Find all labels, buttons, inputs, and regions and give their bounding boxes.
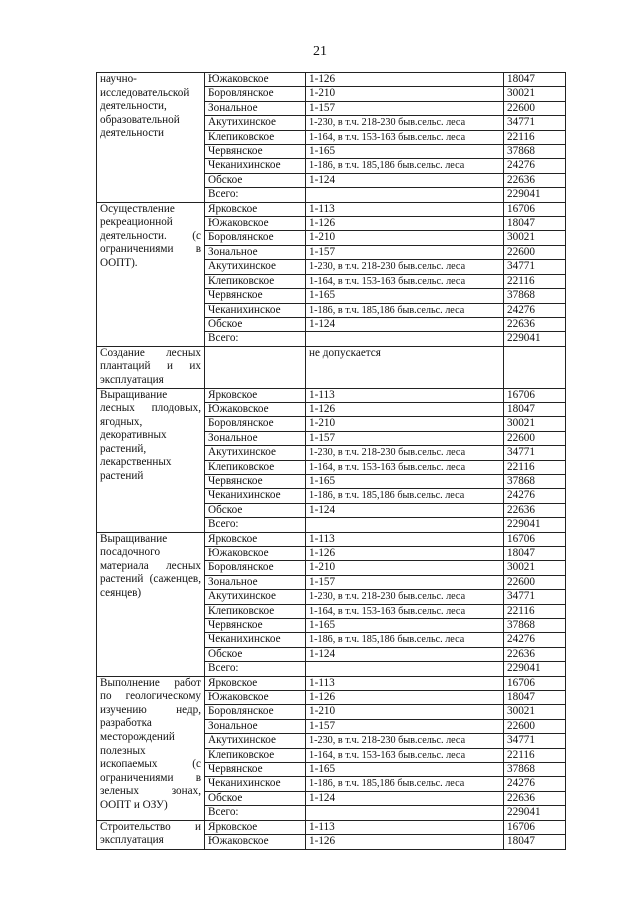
quarters-cell: не допускается [306, 346, 504, 388]
forestry-cell: Боровлянское [205, 417, 306, 431]
area-cell: 37868 [504, 763, 566, 777]
forestry-cell: Южаковское [205, 546, 306, 560]
quarters-cell: 1-210 [306, 561, 504, 575]
table-body [97, 73, 566, 850]
forestry-cell: Червянское [205, 619, 306, 633]
forestry-cell: Зональное [205, 245, 306, 259]
quarters-cell [306, 188, 504, 202]
table-row [97, 346, 566, 388]
quarters-cell: 1-230, в т.ч. 218-230 быв.сельс. леса [306, 734, 504, 748]
forestry-cell: Боровлянское [205, 87, 306, 101]
quarters-cell: 1-124 [306, 317, 504, 331]
forestry-cell: Боровлянское [205, 231, 306, 245]
area-cell: 22116 [504, 748, 566, 762]
quarters-cell: 1-157 [306, 245, 504, 259]
forestry-cell: Южаковское [205, 835, 306, 849]
area-cell: 16706 [504, 388, 566, 402]
forestry-cell: Акутихинское [205, 116, 306, 130]
table-row [97, 676, 566, 690]
area-cell: 22116 [504, 274, 566, 288]
forestry-cell: Чеканихинское [205, 777, 306, 791]
quarters-cell: 1-157 [306, 575, 504, 589]
forestry-cell: Южаковское [205, 691, 306, 705]
area-cell: 24276 [504, 633, 566, 647]
forestry-cell: Обское [205, 647, 306, 661]
land-use-table [96, 72, 566, 850]
total-label: Всего: [205, 806, 306, 820]
forestry-cell: Чеканихинское [205, 633, 306, 647]
area-cell: 22636 [504, 503, 566, 517]
quarters-cell: 1-164, в т.ч. 153-163 быв.сельс. леса [306, 274, 504, 288]
area-cell: 22600 [504, 245, 566, 259]
quarters-cell: 1-230, в т.ч. 218-230 быв.сельс. леса [306, 260, 504, 274]
quarters-cell [306, 662, 504, 676]
forestry-cell: Зональное [205, 431, 306, 445]
area-cell: 24276 [504, 159, 566, 173]
total-value: 229041 [504, 518, 566, 532]
area-cell: 16706 [504, 820, 566, 834]
area-cell: 30021 [504, 561, 566, 575]
table-row [97, 388, 566, 402]
forestry-cell: Клепиковское [205, 130, 306, 144]
area-cell: 30021 [504, 231, 566, 245]
area-cell: 22636 [504, 317, 566, 331]
forestry-cell: Акутихинское [205, 734, 306, 748]
quarters-cell: 1-113 [306, 388, 504, 402]
area-cell: 22116 [504, 130, 566, 144]
area-cell: 18047 [504, 835, 566, 849]
activity-cell: Создание лесных плантаций и их эксплуатация [97, 346, 205, 388]
area-cell: 22600 [504, 575, 566, 589]
activity-cell: научно-исследовательской деятельности, образовательной деятельности [97, 73, 205, 203]
quarters-cell: 1-113 [306, 676, 504, 690]
area-cell [504, 346, 566, 388]
forestry-cell: Чеканихинское [205, 303, 306, 317]
forestry-cell: Клепиковское [205, 274, 306, 288]
forestry-cell: Ярковское [205, 532, 306, 546]
quarters-cell: 1-126 [306, 217, 504, 231]
quarters-cell: 1-210 [306, 87, 504, 101]
forestry-cell: Обское [205, 791, 306, 805]
forestry-cell: Зональное [205, 719, 306, 733]
quarters-cell: 1-186, в т.ч. 185,186 быв.сельс. леса [306, 159, 504, 173]
area-cell: 22636 [504, 647, 566, 661]
activity-cell: Строительство и эксплуатация [97, 820, 205, 849]
quarters-cell: 1-165 [306, 289, 504, 303]
quarters-cell: 1-157 [306, 719, 504, 733]
forestry-cell: Акутихинское [205, 260, 306, 274]
area-cell: 37868 [504, 619, 566, 633]
forestry-cell: Ярковское [205, 820, 306, 834]
forestry-cell: Акутихинское [205, 446, 306, 460]
area-cell: 37868 [504, 289, 566, 303]
table-row [97, 202, 566, 216]
area-cell: 22600 [504, 101, 566, 115]
forestry-cell: Обское [205, 503, 306, 517]
forestry-cell: Клепиковское [205, 748, 306, 762]
forestry-cell: Клепиковское [205, 460, 306, 474]
area-cell: 16706 [504, 532, 566, 546]
total-label: Всего: [205, 188, 306, 202]
forestry-cell: Червянское [205, 289, 306, 303]
quarters-cell: 1-157 [306, 101, 504, 115]
quarters-cell: 1-165 [306, 619, 504, 633]
area-cell: 16706 [504, 676, 566, 690]
quarters-cell: 1-165 [306, 474, 504, 488]
quarters-cell [306, 806, 504, 820]
quarters-cell: 1-124 [306, 503, 504, 517]
area-cell: 18047 [504, 691, 566, 705]
quarters-cell: 1-210 [306, 705, 504, 719]
area-cell: 18047 [504, 402, 566, 416]
forestry-cell: Обское [205, 317, 306, 331]
area-cell: 18047 [504, 546, 566, 560]
quarters-cell: 1-124 [306, 647, 504, 661]
forestry-cell: Ярковское [205, 388, 306, 402]
area-cell: 34771 [504, 734, 566, 748]
total-label: Всего: [205, 662, 306, 676]
table-row [97, 820, 566, 834]
quarters-cell: 1-126 [306, 73, 504, 87]
area-cell: 22600 [504, 719, 566, 733]
forestry-cell: Червянское [205, 763, 306, 777]
forestry-cell: Боровлянское [205, 561, 306, 575]
quarters-cell: 1-164, в т.ч. 153-163 быв.сельс. леса [306, 604, 504, 618]
quarters-cell: 1-210 [306, 231, 504, 245]
quarters-cell: 1-126 [306, 691, 504, 705]
forestry-cell [205, 346, 306, 388]
activity-cell: Осуществление рекреационной деятельности. (с ограничениями в ООПТ). [97, 202, 205, 346]
forestry-cell: Червянское [205, 474, 306, 488]
quarters-cell: 1-164, в т.ч. 153-163 быв.сельс. леса [306, 748, 504, 762]
table-row [97, 73, 566, 87]
quarters-cell: 1-157 [306, 431, 504, 445]
forestry-cell: Червянское [205, 145, 306, 159]
total-label: Всего: [205, 332, 306, 346]
area-cell: 30021 [504, 417, 566, 431]
quarters-cell: 1-164, в т.ч. 153-163 быв.сельс. леса [306, 130, 504, 144]
quarters-cell: 1-113 [306, 532, 504, 546]
page-number: 21 [313, 44, 327, 59]
area-cell: 22116 [504, 460, 566, 474]
quarters-cell: 1-165 [306, 763, 504, 777]
area-cell: 22116 [504, 604, 566, 618]
quarters-cell [306, 332, 504, 346]
forestry-cell: Чеканихинское [205, 159, 306, 173]
area-cell: 37868 [504, 145, 566, 159]
area-cell: 22636 [504, 791, 566, 805]
quarters-cell: 1-164, в т.ч. 153-163 быв.сельс. леса [306, 460, 504, 474]
quarters-cell: 1-186, в т.ч. 185,186 быв.сельс. леса [306, 633, 504, 647]
quarters-cell: 1-186, в т.ч. 185,186 быв.сельс. леса [306, 303, 504, 317]
quarters-cell: 1-113 [306, 202, 504, 216]
forestry-cell: Боровлянское [205, 705, 306, 719]
quarters-cell: 1-126 [306, 835, 504, 849]
quarters-cell: 1-124 [306, 791, 504, 805]
area-cell: 22636 [504, 173, 566, 187]
area-cell: 24276 [504, 303, 566, 317]
forestry-cell: Южаковское [205, 402, 306, 416]
area-cell: 30021 [504, 705, 566, 719]
area-cell: 34771 [504, 446, 566, 460]
area-cell: 34771 [504, 116, 566, 130]
total-value: 229041 [504, 188, 566, 202]
quarters-cell: 1-124 [306, 173, 504, 187]
forestry-cell: Акутихинское [205, 590, 306, 604]
activity-cell: Выращивание посадочного материала лесных растений (саженцев, сеянцев) [97, 532, 205, 676]
quarters-cell [306, 518, 504, 532]
area-cell: 24276 [504, 777, 566, 791]
forestry-cell: Зональное [205, 575, 306, 589]
forestry-cell: Чеканихинское [205, 489, 306, 503]
quarters-cell: 1-186, в т.ч. 185,186 быв.сельс. леса [306, 777, 504, 791]
area-cell: 34771 [504, 590, 566, 604]
forestry-cell: Обское [205, 173, 306, 187]
forestry-cell: Ярковское [205, 202, 306, 216]
quarters-cell: 1-186, в т.ч. 185,186 быв.сельс. леса [306, 489, 504, 503]
area-cell: 16706 [504, 202, 566, 216]
area-cell: 22600 [504, 431, 566, 445]
forestry-cell: Клепиковское [205, 604, 306, 618]
total-value: 229041 [504, 662, 566, 676]
area-cell: 18047 [504, 73, 566, 87]
forestry-cell: Южаковское [205, 73, 306, 87]
quarters-cell: 1-113 [306, 820, 504, 834]
quarters-cell: 1-230, в т.ч. 218-230 быв.сельс. леса [306, 590, 504, 604]
area-cell: 24276 [504, 489, 566, 503]
activity-cell: Выращивание лесных плодовых, ягодных, декоративных растений, лекарственных растений [97, 388, 205, 532]
activity-cell: Выполнение работ по геологическому изучению недр, разработка месторождений полезных ископаемых (с ограничениями в зеленых зонах, ООПТ и ОЗУ) [97, 676, 205, 820]
total-value: 229041 [504, 332, 566, 346]
total-label: Всего: [205, 518, 306, 532]
forestry-cell: Южаковское [205, 217, 306, 231]
quarters-cell: 1-210 [306, 417, 504, 431]
area-cell: 18047 [504, 217, 566, 231]
quarters-cell: 1-126 [306, 402, 504, 416]
quarters-cell: 1-230, в т.ч. 218-230 быв.сельс. леса [306, 116, 504, 130]
area-cell: 30021 [504, 87, 566, 101]
area-cell: 34771 [504, 260, 566, 274]
quarters-cell: 1-230, в т.ч. 218-230 быв.сельс. леса [306, 446, 504, 460]
forestry-cell: Зональное [205, 101, 306, 115]
forestry-cell: Ярковское [205, 676, 306, 690]
table-row [97, 532, 566, 546]
quarters-cell: 1-126 [306, 546, 504, 560]
total-value: 229041 [504, 806, 566, 820]
quarters-cell: 1-165 [306, 145, 504, 159]
area-cell: 37868 [504, 474, 566, 488]
